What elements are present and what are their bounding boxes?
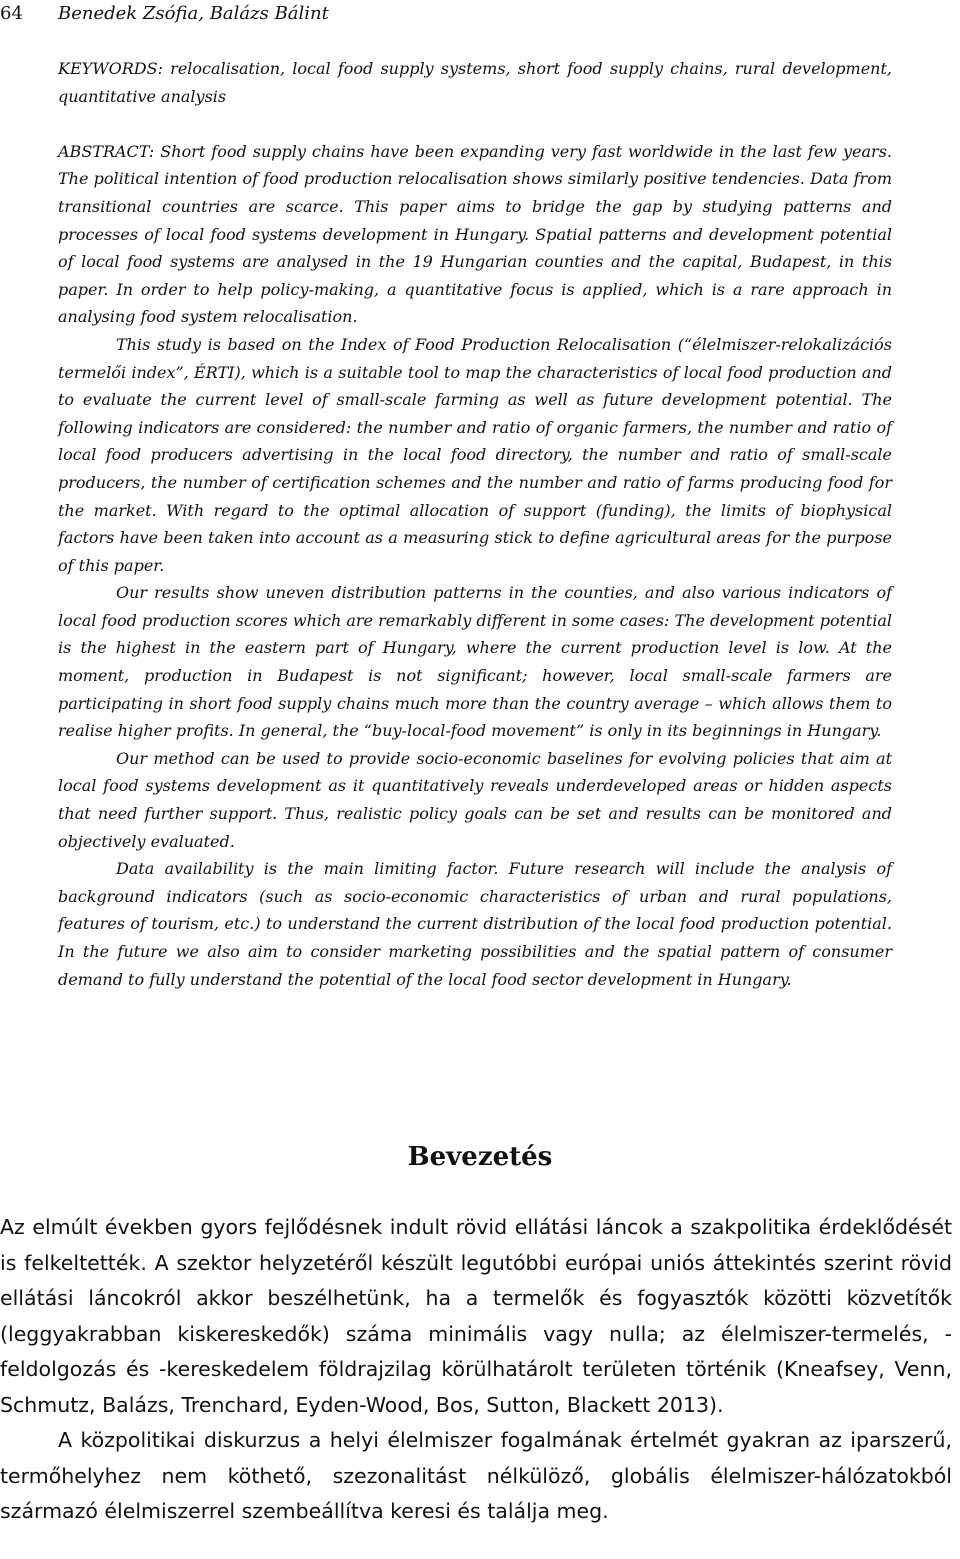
body-paragraph: A közpolitikai diskurzus a helyi élelmiszer fogalmának értelmét gyakran az iparszerű, termőhelyhez nem köthető, szezonalitást nélkülöző, globális élelmiszer-hálózatokból származó élelmiszerrel szembeállítva keresi és találja meg. (0, 1428, 952, 1523)
running-head: Benedek Zsófia, Balázs Bálint (58, 3, 329, 24)
abstract-block (58, 55, 892, 993)
abstract-paragraph: Our results show uneven distribution patterns in the counties, and also various indicators of local food production scores which are remarkably different in some cases: The development potential is the highest in the eastern part of Hungary, where the current production level is low. At the moment, production in Budapest is not significant; however, local small-scale farmers are participating in short food supply chains much more than the country average – which allows them to realise higher profits. In general, the “buy-local-food movement” is only in its beginnings in Hungary. (58, 583, 892, 741)
body-paragraph: Az elmúlt években gyors fejlődésnek indult rövid ellátási láncok a szakpolitika érdeklődését is felkeltették. A szektor helyzetéről készült legutóbbi európai uniós áttekintés szerint rövid ellátási láncokról akkor beszélhetünk, ha a termelők és fogyasztók közötti közvetítők (leggyakrabban kiskereskedők) száma minimális vagy nulla; az élelmiszer-termelés, -feldolgozás és -kereskedelem földrajzilag körülhatárolt területen történik (Kneafsey, Venn, Schmutz, Balázs, Trenchard, Eyden-Wood, Bos, Sutton, Blackett 2013). (0, 1215, 952, 1417)
abstract-paragraph: Our method can be used to provide socio-economic baselines for evolving policies that aim at local food systems development as it quantitatively reveals underdeveloped areas or hidden aspects that need further support. Thus, realistic policy goals can be set and results can be monitored and objectively evaluated. (58, 748, 892, 851)
abstract-paragraph: ABSTRACT: Short food supply chains have been expanding very fast worldwide in the last few years. The political intention of food production relocalisation shows similarly positive tendencies. Data from transitional countries are scarce. This paper aims to bridge the gap by studying patterns and processes of local food systems development in Hungary. Spatial patterns and development potential of local food systems are analysed in the 19 Hungarian counties and the capital, Budapest, in this paper. In order to help policy-making, a quantitative focus is applied, which is a rare approach in analysing food system relocalisation. (58, 141, 892, 327)
page-number: 64 (0, 3, 23, 24)
abstract-paragraph: This study is based on the Index of Food Production Relocalisation (“élelmiszer-relokalizációs termelői index”, ÉRTI), which is a suitable tool to map the characteristics of local food production and to evaluate the current level of small-scale farming as well as future development potential. The following indicators are considered: the number and ratio of organic farmers, the number and ratio of local food producers advertising in the local food directory, the number and ratio of small-scale producers, the number of certification schemes and the number and ratio of farms producing food for the market. With regard to the optimal allocation of support (funding), the limits of biophysical factors have been taken into account as a measuring stick to define agricultural areas for the purpose of this paper. (58, 334, 892, 575)
keywords: KEYWORDS: relocalisation, local food supply systems, short food supply chains, rural development, quantitative analysis (58, 59, 892, 106)
section-title: Bevezetés (407, 1142, 553, 1172)
abstract-paragraph: Data availability is the main limiting factor. Future research will include the analysis of background indicators (such as socio-economic characteristics of urban and rural populations, features of tourism, etc.) to understand the current distribution of the local food production potential. In the future we also aim to consider marketing possibilities and the spatial pattern of consumer demand to fully understand the potential of the local food sector development in Hungary. (58, 859, 892, 989)
section-body (0, 1210, 952, 1530)
